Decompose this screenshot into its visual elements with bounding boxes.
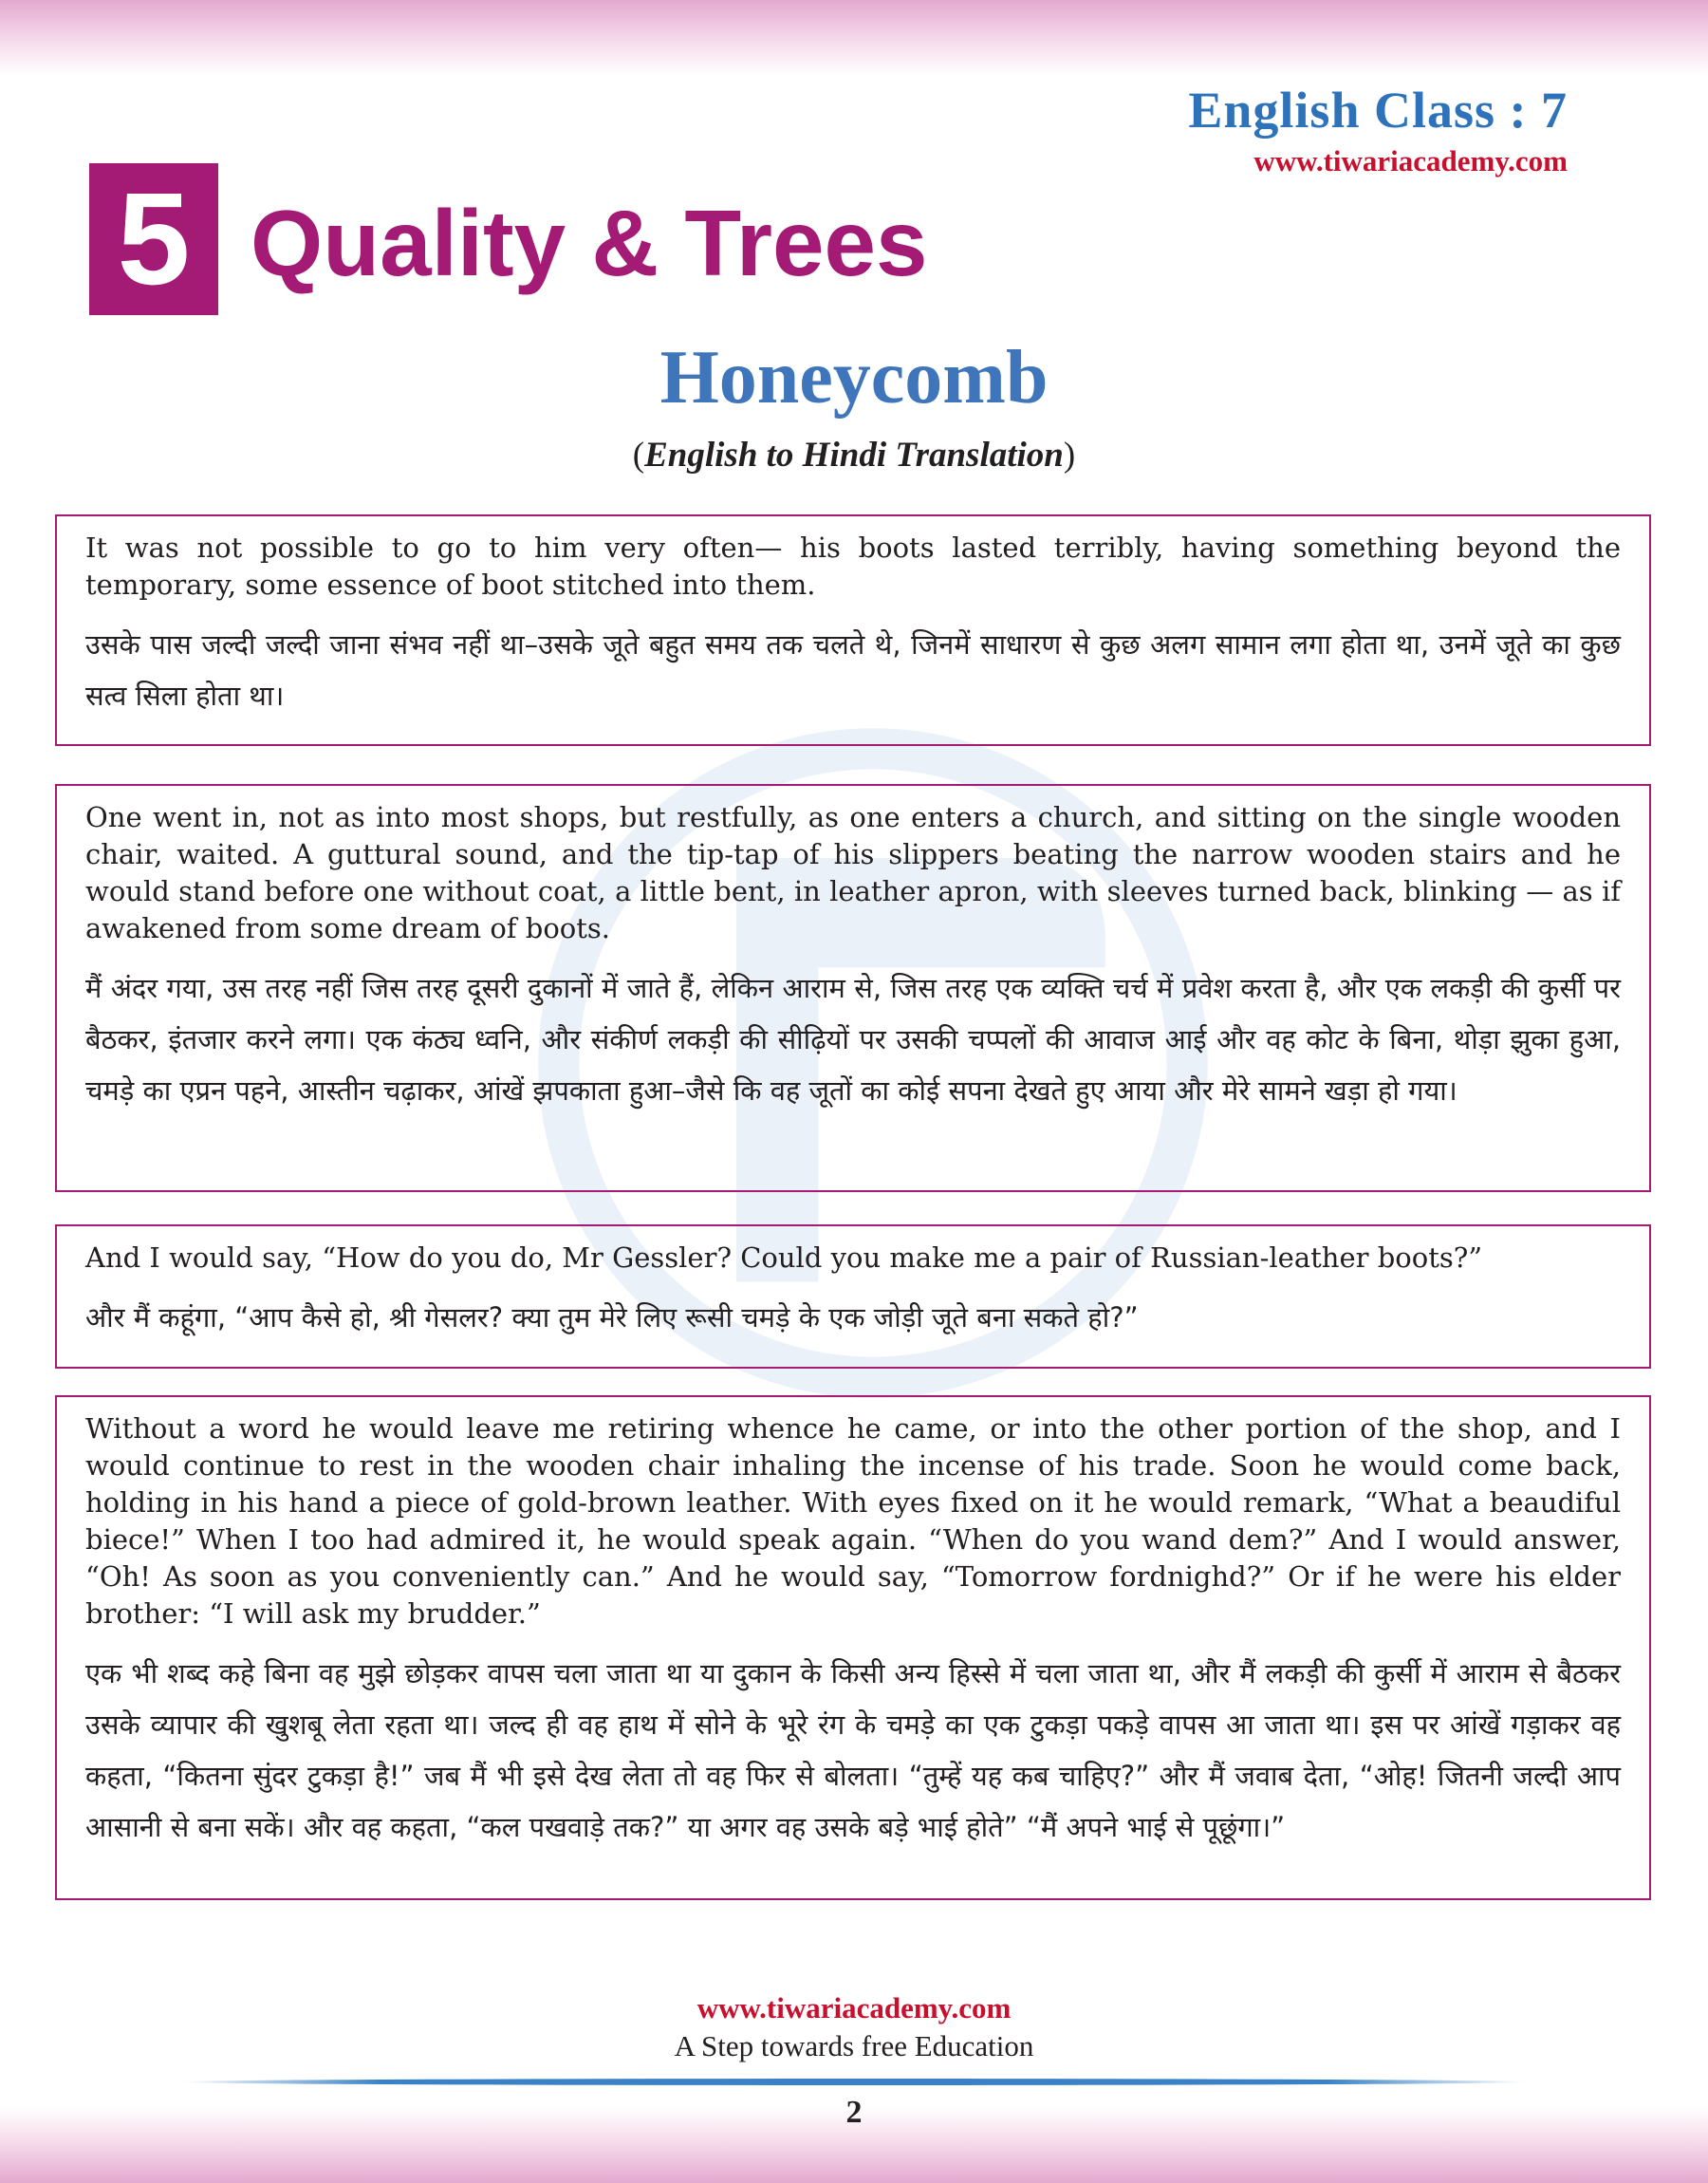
subtitle	[0, 433, 1708, 478]
brand-block	[1188, 80, 1568, 180]
passage-hindi: मैं अंदर गया, उस तरह नहीं जिस तरह दूसरी दुकानों में जाते हैं, लेकिन आराम से, जिस तरह एक व्यक्ति चर्च में प्रवेश करता है, और एक लकड़ी की कुर्सी पर बैठकर, इंतजार करने लगा। एक कंठ्य ध्वनि, और संकीर्ण लकड़ी की सीढ़ियों पर उसकी चप्पलों की आवाज आई और वह कोट के बिना, थोड़ा झुका हुआ, चमड़े का एप्रन पहने, आस्तीन चढ़ाकर, आंखें झपकाता हुआ–जैसे कि वह जूतों का कोई सपना देखते हुए आया और मेरे सामने खड़ा हो गया।	[85, 972, 1621, 1107]
chapter-title: Quality & Trees	[251, 191, 928, 295]
passage-hindi: एक भी शब्द कहे बिना वह मुझे छोड़कर वापस चला जाता था या दुकान के किसी अन्य हिस्से में चला जाता था, और मैं लकड़ी की कुर्सी में आराम से बैठकर उसके व्यापार की खुशबू लेता रहता था। जल्द ही वह हाथ में सोने के भूरे रंग के चमड़े का एक टुकड़ा पकड़े वापस आ जाता था। इस पर आंखें गड़ाकर वह कहता, “कितना सुंदर टुकड़ा है!” जब मैं भी इसे देख लेता तो वह फिर से बोलता। “तुम्हें यह कब चाहिए?” और मैं जवाब देता, “ओह! जितनी जल्दी आप आसानी से बना सकें। और वह कहता, “कल पखवाड़े तक?” या अगर वह उसके बड़े भाई होते” “मैं अपने भाई से पूछूंगा।”	[85, 1657, 1621, 1843]
passage-box	[55, 514, 1651, 746]
brand-url-link[interactable]: www.tiwariacademy.com	[1253, 144, 1568, 177]
chapter-number-badge: 5	[89, 163, 218, 315]
subtitle-text: English to Hindi Translation	[644, 436, 1064, 475]
passage-english: It was not possible to go to him very often— his boots lasted terribly, having something beyond the temporary, some essence of boot stitched into them.	[85, 532, 1621, 601]
passage-english: And I would say, “How do you do, Mr Gessler? Could you make me a pair of Russian-leather boots?”	[85, 1241, 1483, 1274]
page-number: 2	[845, 2095, 863, 2130]
passage-english: One went in, not as into most shops, but restfully, as one enters a church, and sitting on the single wooden chair, waited. A guttural sound, and the tip-tap of his slippers beating the narrow wooden stairs and he would stand before one without coat, a little bent, in leather apron, with sleeves turned back, blinking — as if awakened from some dream of boots.	[85, 801, 1621, 944]
passage-box	[55, 1395, 1651, 1900]
brand-title: English Class : 7	[1188, 82, 1568, 139]
subtitle-close-paren: )	[1063, 436, 1076, 475]
passage-box	[55, 784, 1651, 1192]
top-gradient-band	[0, 0, 1708, 76]
passage-hindi: उसके पास जल्दी जल्दी जाना संभव नहीं था–उसके जूते बहुत समय तक चलते थे, जिनमें साधारण से कुछ अलग सामान लगा होता था, उनमें जूते का कुछ सत्व सिला होता था।	[85, 628, 1621, 712]
book-name: Honeycomb	[659, 336, 1049, 420]
footer-divider	[180, 2079, 1528, 2085]
subtitle-open-paren: (	[632, 436, 645, 475]
passage-hindi: और मैं कहूंगा, “आप कैसे हो, श्री गेसलर? क्या तुम मेरे लिए रूसी चमड़े के एक जोड़ी जूते बना सकते हो?”	[85, 1301, 1139, 1334]
footer-url-link[interactable]: www.tiwariacademy.com	[696, 1991, 1012, 2024]
footer-tagline: A Step towards free Education	[674, 2029, 1034, 2062]
passage-english: Without a word he would leave me retiring whence he came, or into the other portion of the shop, and I would continue to rest in the wooden chair inhaling the incense of his trade. Soon he would come back, holding in his hand a piece of gold-brown leather. With eyes fixed on it he would remark, “What a beaudiful biece!” When I too had admired it, he would speak again. “When do you wand dem?” And I would answer, “Oh! As soon as you conveniently can.” And he would say, “Tomorrow fordnighd?” Or if he were his elder brother: “I will ask my brudder.”	[85, 1412, 1621, 1630]
passage-box	[55, 1224, 1651, 1369]
